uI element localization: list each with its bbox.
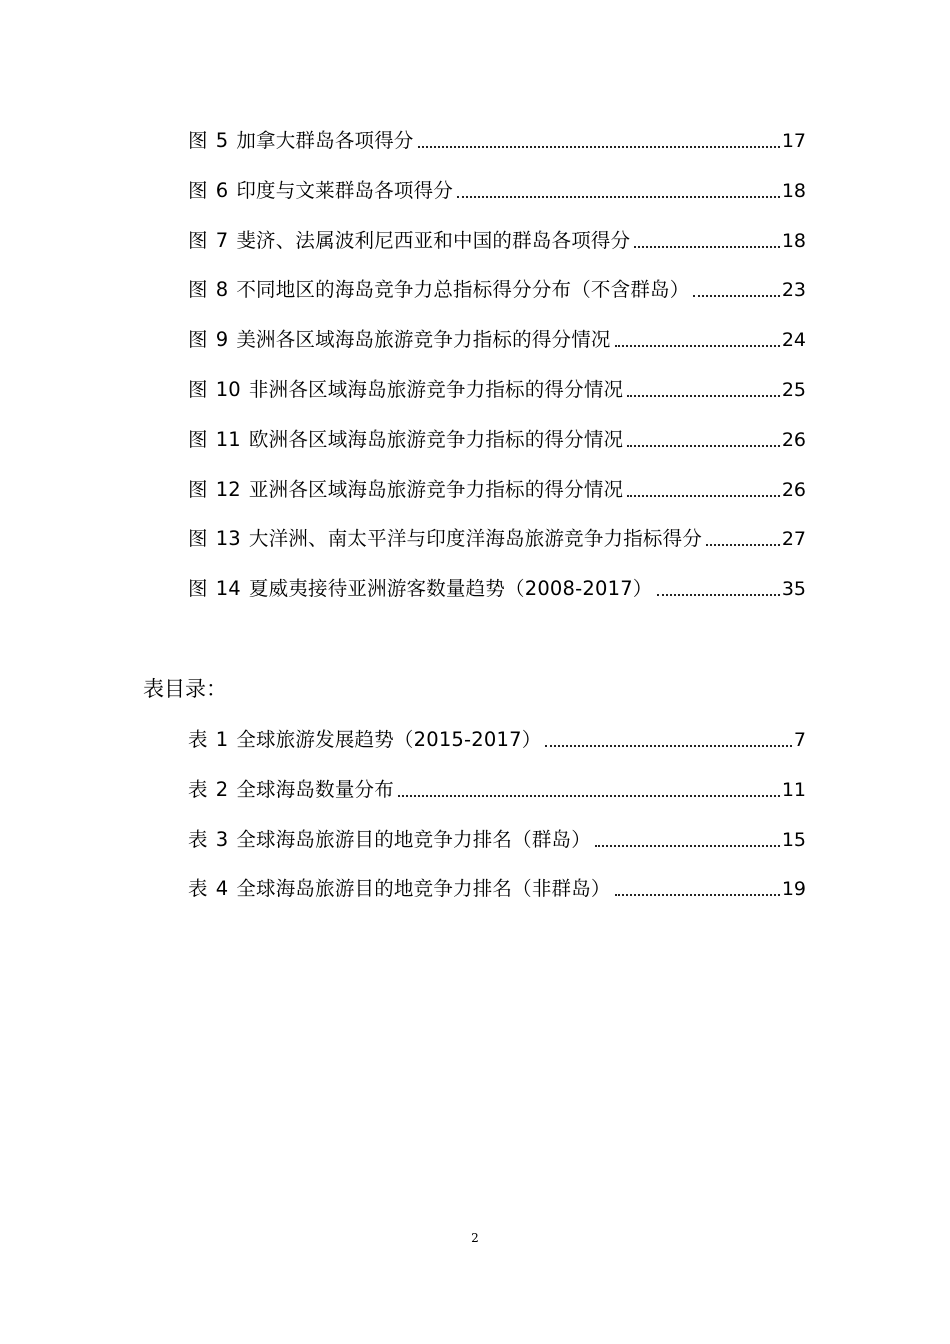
entry-number: 8 bbox=[215, 278, 229, 302]
table-list bbox=[188, 725, 806, 924]
entry-label bbox=[188, 375, 623, 405]
entry-page-number: 7 bbox=[793, 729, 806, 751]
entry-page-number: 17 bbox=[781, 130, 806, 152]
toc-entry-figure-5[interactable] bbox=[188, 126, 806, 176]
toc-entry-figure-12[interactable] bbox=[188, 475, 806, 525]
entry-prefix: 图 bbox=[188, 377, 208, 401]
dot-leader bbox=[625, 375, 780, 405]
entry-label bbox=[188, 775, 394, 805]
entry-title: 全球旅游发展趋势（2015-2017） bbox=[236, 728, 542, 751]
entry-label bbox=[188, 874, 611, 904]
dot-leader bbox=[543, 725, 792, 755]
entry-label bbox=[188, 325, 611, 355]
dot-leader bbox=[593, 825, 780, 855]
toc-entry-figure-14[interactable] bbox=[188, 574, 806, 624]
toc-entry-figure-6[interactable] bbox=[188, 176, 806, 226]
entry-page-number: 15 bbox=[781, 828, 806, 851]
entry-prefix: 表 bbox=[188, 777, 208, 801]
toc-entry-figure-8[interactable] bbox=[188, 275, 806, 325]
entry-label bbox=[188, 226, 630, 256]
entry-title: 加拿大群岛各项得分 bbox=[236, 129, 414, 152]
dot-leader bbox=[655, 574, 780, 604]
entry-page-number: 26 bbox=[781, 478, 806, 501]
entry-number: 12 bbox=[215, 477, 241, 501]
entry-prefix: 图 bbox=[188, 527, 208, 551]
entry-label bbox=[188, 126, 414, 156]
entry-page-number: 11 bbox=[781, 778, 806, 801]
figure-list bbox=[188, 126, 806, 624]
entry-number: 4 bbox=[215, 877, 229, 901]
entry-page-number: 27 bbox=[781, 528, 806, 551]
entry-title: 夏威夷接待亚洲游客数量趋势（2008-2017） bbox=[248, 577, 653, 601]
entry-title: 全球海岛数量分布 bbox=[236, 777, 394, 801]
entry-page-number: 23 bbox=[781, 279, 806, 302]
entry-prefix: 表 bbox=[188, 728, 208, 751]
entry-number: 10 bbox=[215, 377, 241, 401]
entry-page-number: 25 bbox=[781, 378, 806, 401]
entry-label bbox=[188, 574, 653, 604]
entry-prefix: 图 bbox=[188, 328, 208, 352]
entry-prefix: 图 bbox=[188, 228, 208, 252]
toc-entry-table-1[interactable] bbox=[188, 725, 806, 775]
tables-section-heading: 表目录： bbox=[143, 677, 227, 701]
dot-leader bbox=[416, 126, 780, 156]
entry-title: 印度与文莱群岛各项得分 bbox=[236, 178, 454, 202]
entry-number: 1 bbox=[215, 728, 229, 751]
entry-title: 欧洲各区域海岛旅游竞争力指标的得分情况 bbox=[248, 427, 624, 451]
dot-leader bbox=[455, 176, 780, 206]
entry-title: 亚洲各区域海岛旅游竞争力指标的得分情况 bbox=[248, 477, 624, 501]
dot-leader bbox=[625, 425, 780, 455]
entry-number: 6 bbox=[215, 178, 229, 202]
entry-prefix: 图 bbox=[188, 278, 208, 302]
dot-leader bbox=[613, 874, 780, 904]
toc-entry-figure-11[interactable] bbox=[188, 425, 806, 475]
entry-prefix: 表 bbox=[188, 877, 208, 901]
entry-prefix: 图 bbox=[188, 477, 208, 501]
dot-leader bbox=[613, 325, 780, 355]
entry-number: 14 bbox=[215, 577, 241, 601]
entry-page-number: 35 bbox=[781, 578, 806, 601]
toc-entry-figure-13[interactable] bbox=[188, 524, 806, 574]
entry-page-number: 18 bbox=[781, 179, 806, 202]
dot-leader bbox=[632, 226, 779, 256]
entry-title: 不同地区的海岛竞争力总指标得分分布（不含群岛） bbox=[236, 278, 690, 302]
dot-leader bbox=[396, 775, 780, 805]
entry-number: 11 bbox=[215, 427, 241, 451]
entry-title: 全球海岛旅游目的地竞争力排名（群岛） bbox=[236, 827, 591, 851]
entry-prefix: 图 bbox=[188, 427, 208, 451]
entry-label bbox=[188, 425, 623, 455]
toc-entry-table-2[interactable] bbox=[188, 775, 806, 825]
entry-prefix: 图 bbox=[188, 577, 208, 601]
entry-prefix: 图 bbox=[188, 178, 208, 202]
entry-label bbox=[188, 176, 453, 206]
toc-entry-figure-7[interactable] bbox=[188, 226, 806, 276]
entry-label bbox=[188, 825, 591, 855]
entry-title: 斐济、法属波利尼西亚和中国的群岛各项得分 bbox=[236, 228, 631, 252]
entry-label bbox=[188, 725, 541, 755]
toc-entry-table-3[interactable] bbox=[188, 825, 806, 875]
entry-page-number: 26 bbox=[781, 428, 806, 451]
entry-title: 美洲各区域海岛旅游竞争力指标的得分情况 bbox=[236, 328, 611, 352]
page-number: 2 bbox=[471, 1231, 479, 1245]
entry-title: 非洲各区域海岛旅游竞争力指标的得分情况 bbox=[248, 377, 624, 401]
entry-number: 2 bbox=[215, 777, 229, 801]
toc-entry-figure-10[interactable] bbox=[188, 375, 806, 425]
entry-page-number: 18 bbox=[781, 229, 806, 252]
dot-leader bbox=[625, 475, 780, 505]
entry-number: 9 bbox=[215, 328, 229, 352]
dot-leader bbox=[691, 275, 779, 305]
toc-entry-table-4[interactable] bbox=[188, 874, 806, 924]
entry-prefix: 图 bbox=[188, 129, 208, 152]
entry-number: 7 bbox=[215, 228, 229, 252]
dot-leader bbox=[704, 524, 780, 554]
entry-label bbox=[188, 475, 623, 505]
entry-title: 全球海岛旅游目的地竞争力排名（非群岛） bbox=[236, 877, 611, 901]
entry-label bbox=[188, 524, 702, 554]
entry-label bbox=[188, 275, 689, 305]
toc-entry-figure-9[interactable] bbox=[188, 325, 806, 375]
entry-number: 5 bbox=[215, 129, 229, 152]
entry-number: 13 bbox=[215, 527, 241, 551]
entry-prefix: 表 bbox=[188, 827, 208, 851]
entry-page-number: 19 bbox=[781, 878, 806, 901]
entry-title: 大洋洲、南太平洋与印度洋海岛旅游竞争力指标得分 bbox=[248, 527, 703, 551]
entry-number: 3 bbox=[215, 827, 229, 851]
entry-page-number: 24 bbox=[781, 329, 806, 352]
